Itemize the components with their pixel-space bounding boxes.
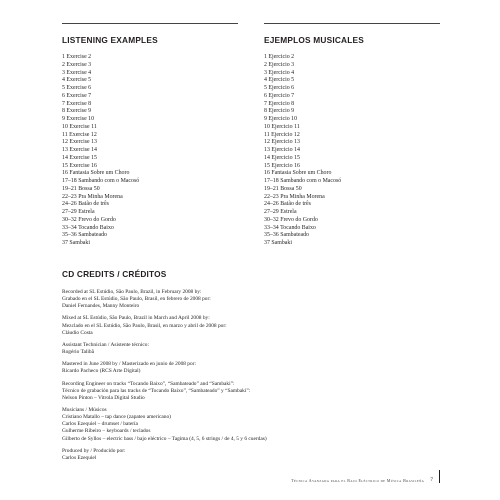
track-list-item: 33–34 Tocando Baixo [264, 224, 316, 231]
track-list-item: 3 Ejercicio 4 [264, 69, 295, 76]
footer-bar [439, 470, 440, 483]
page-footer [291, 465, 440, 483]
credit-line: Carlos Ezequiel [62, 454, 97, 461]
track-list-item: 3 Exercise 4 [62, 69, 92, 76]
track-list-item: 35–36 Sambateado [264, 232, 309, 239]
track-list-item: 30–32 Frevo do Gordo [62, 216, 116, 223]
credit-line: Rogério Talibã [62, 349, 95, 356]
track-list-item: 11 Ejercicio 12 [264, 131, 300, 138]
ejemplos-musicales-heading: EJEMPLOS MUSICALES [264, 35, 364, 45]
credit-paragraph [62, 342, 442, 356]
credit-line: Produced by / Producido por: [62, 447, 126, 454]
cd-credits-section [62, 269, 442, 467]
track-list-item: 1 Exercise 2 [62, 54, 92, 60]
track-list-item: 30–32 Frevo do Gordo [264, 216, 318, 223]
track-list-item: 4 Exercise 5 [62, 77, 92, 84]
track-list-item: 9 Ejercicio 10 [264, 116, 298, 122]
track-list-item: 35–36 Sambateado [62, 232, 107, 239]
track-list-item: 8 Exercise 9 [62, 108, 92, 115]
track-list-item: 10 Exercise 11 [62, 123, 97, 130]
track-list-item: 33–34 Tocando Baixo [62, 224, 114, 231]
track-list-item: 14 Ejercicio 15 [264, 154, 300, 161]
credit-paragraph [62, 361, 442, 375]
credit-line: Cristiano Matallo – tap dance (zapateo americano) [62, 414, 171, 421]
track-list-item: 6 Ejercicio 7 [264, 92, 295, 99]
page-number: 7 [430, 477, 433, 483]
credit-line: Recording Engineer on tracks “Tocando Baixo”, “Sambateado” and “Sambaki”: [62, 380, 235, 387]
track-list-item: 6 Exercise 7 [62, 92, 92, 99]
track-list-item: 24–26 Baião de três [62, 201, 109, 208]
credit-paragraph [62, 315, 442, 336]
credit-line: Mastered in June 2008 by / Masterizado en junio de 2008 por: [62, 361, 196, 368]
track-list-item: 12 Exercise 13 [62, 139, 98, 146]
credit-line: Cláudio Costa [62, 329, 93, 336]
credit-line: Daniel Fernandes, Manny Monteiro [62, 303, 140, 310]
credit-paragraph [62, 381, 442, 402]
ejemplos-musicales-column [264, 35, 444, 248]
cd-credits-heading: CD CREDITS / CRÉDITOS [62, 269, 167, 279]
track-list-item: 27–29 Estrela [264, 209, 297, 215]
top-rule-left [62, 23, 238, 24]
track-list-item: 7 Ejercicio 8 [264, 100, 295, 107]
credit-line: Musicians / Músicos [62, 407, 107, 414]
track-list-item: 2 Exercise 3 [62, 61, 92, 68]
credit-paragraph [62, 289, 442, 310]
credit-line: Grabado en el SL Estúdio, São Paulo, Brasil, en febrero de 2008 por: [62, 296, 211, 303]
track-list-item: 37 Sambaki [264, 240, 292, 246]
track-list-item: 17–18 Sambando com o Macosó [264, 178, 342, 184]
track-list-item: 15 Ejercicio 16 [264, 162, 300, 169]
track-list-item: 19–21 Bossa 50 [264, 185, 302, 192]
track-list-item: 16 Fantasia Sobre um Choro [264, 170, 332, 177]
track-list-item: 37 Sambaki [62, 240, 90, 246]
track-list-item: 27–29 Estrela [62, 209, 95, 215]
track-list-item: 5 Exercise 6 [62, 85, 92, 91]
track-list-item: 10 Ejercicio 11 [264, 123, 300, 130]
track-list-item: 16 Fantasia Sobre um Choro [62, 170, 130, 177]
listening-examples-heading: LISTENING EXAMPLES [62, 35, 158, 45]
track-list-item: 17–18 Sambando com o Macosó [62, 178, 140, 184]
track-list-item: 22–23 Pra Minha Morena [264, 193, 325, 200]
track-list-item: 19–21 Bossa 50 [62, 185, 100, 192]
footer-book-title: Técnica Avanzada para el Bajo Eléctrico de Música Brasileña [291, 478, 425, 483]
track-list-item: 22–23 Pra Minha Morena [62, 193, 123, 200]
credit-line: Mezclado en el SL Estúdio, São Paulo, Brasil, en marzo y abril de 2008 por: [62, 322, 227, 329]
credit-line: Recorded at SL Estúdio, São Paulo, Brazil, in February 2008 by: [62, 289, 202, 295]
credit-line: Gilberto de Syllos – electric bass / bajo eléctrico – Tagima (4, 5, 6 strings / de 4, 5 y 6 cuerdas) [62, 435, 267, 442]
ejemplos-musicales-list [264, 54, 444, 248]
track-list-item: 5 Ejercicio 6 [264, 85, 295, 91]
track-list-item: 1 Ejercicio 2 [264, 54, 295, 60]
credit-paragraph [62, 407, 442, 442]
track-list-item: 2 Ejercicio 3 [264, 61, 295, 68]
listening-examples-column [62, 35, 242, 248]
credit-line: Ricardo Pacheco (RCS Arte Digital) [62, 368, 141, 375]
track-list-item: 11 Exercise 12 [62, 131, 97, 138]
credit-line: Técnico de grabación para las tracks de “Tocando Baixo”, “Sambateado” y “Sambaki”: [62, 387, 251, 394]
top-rule-right [264, 23, 440, 24]
track-list-item: 4 Ejercicio 5 [264, 77, 295, 84]
track-list-item: 24–26 Baião de três [264, 201, 311, 208]
track-list-item: 12 Ejercicio 13 [264, 139, 300, 146]
credit-paragraph [62, 448, 442, 462]
track-list-item: 13 Ejercicio 14 [264, 147, 300, 153]
track-list-item: 15 Exercise 16 [62, 162, 98, 169]
credit-line: Mixed at SL Estúdio, São Paulo, Brazil in March and April 2008 by: [62, 315, 210, 322]
track-list-item: 9 Exercise 10 [62, 116, 95, 122]
credit-line: Assistant Technician / Asistente técnico: [62, 341, 149, 348]
track-list-item: 7 Exercise 8 [62, 100, 92, 107]
track-list-item: 8 Ejercicio 9 [264, 108, 295, 115]
cd-credits-body [62, 289, 442, 462]
track-list-item: 14 Exercise 15 [62, 154, 98, 161]
credit-line: Gulherme Ribeiro – keyboards / teclados [62, 428, 151, 435]
credit-line: Carlos Ezequiel – drumset / batería [62, 421, 138, 428]
listening-examples-list [62, 54, 242, 248]
credit-line: Nelson Pinton – Vitrola Digital Studio [62, 394, 145, 401]
track-list-item: 13 Exercise 14 [62, 147, 98, 153]
